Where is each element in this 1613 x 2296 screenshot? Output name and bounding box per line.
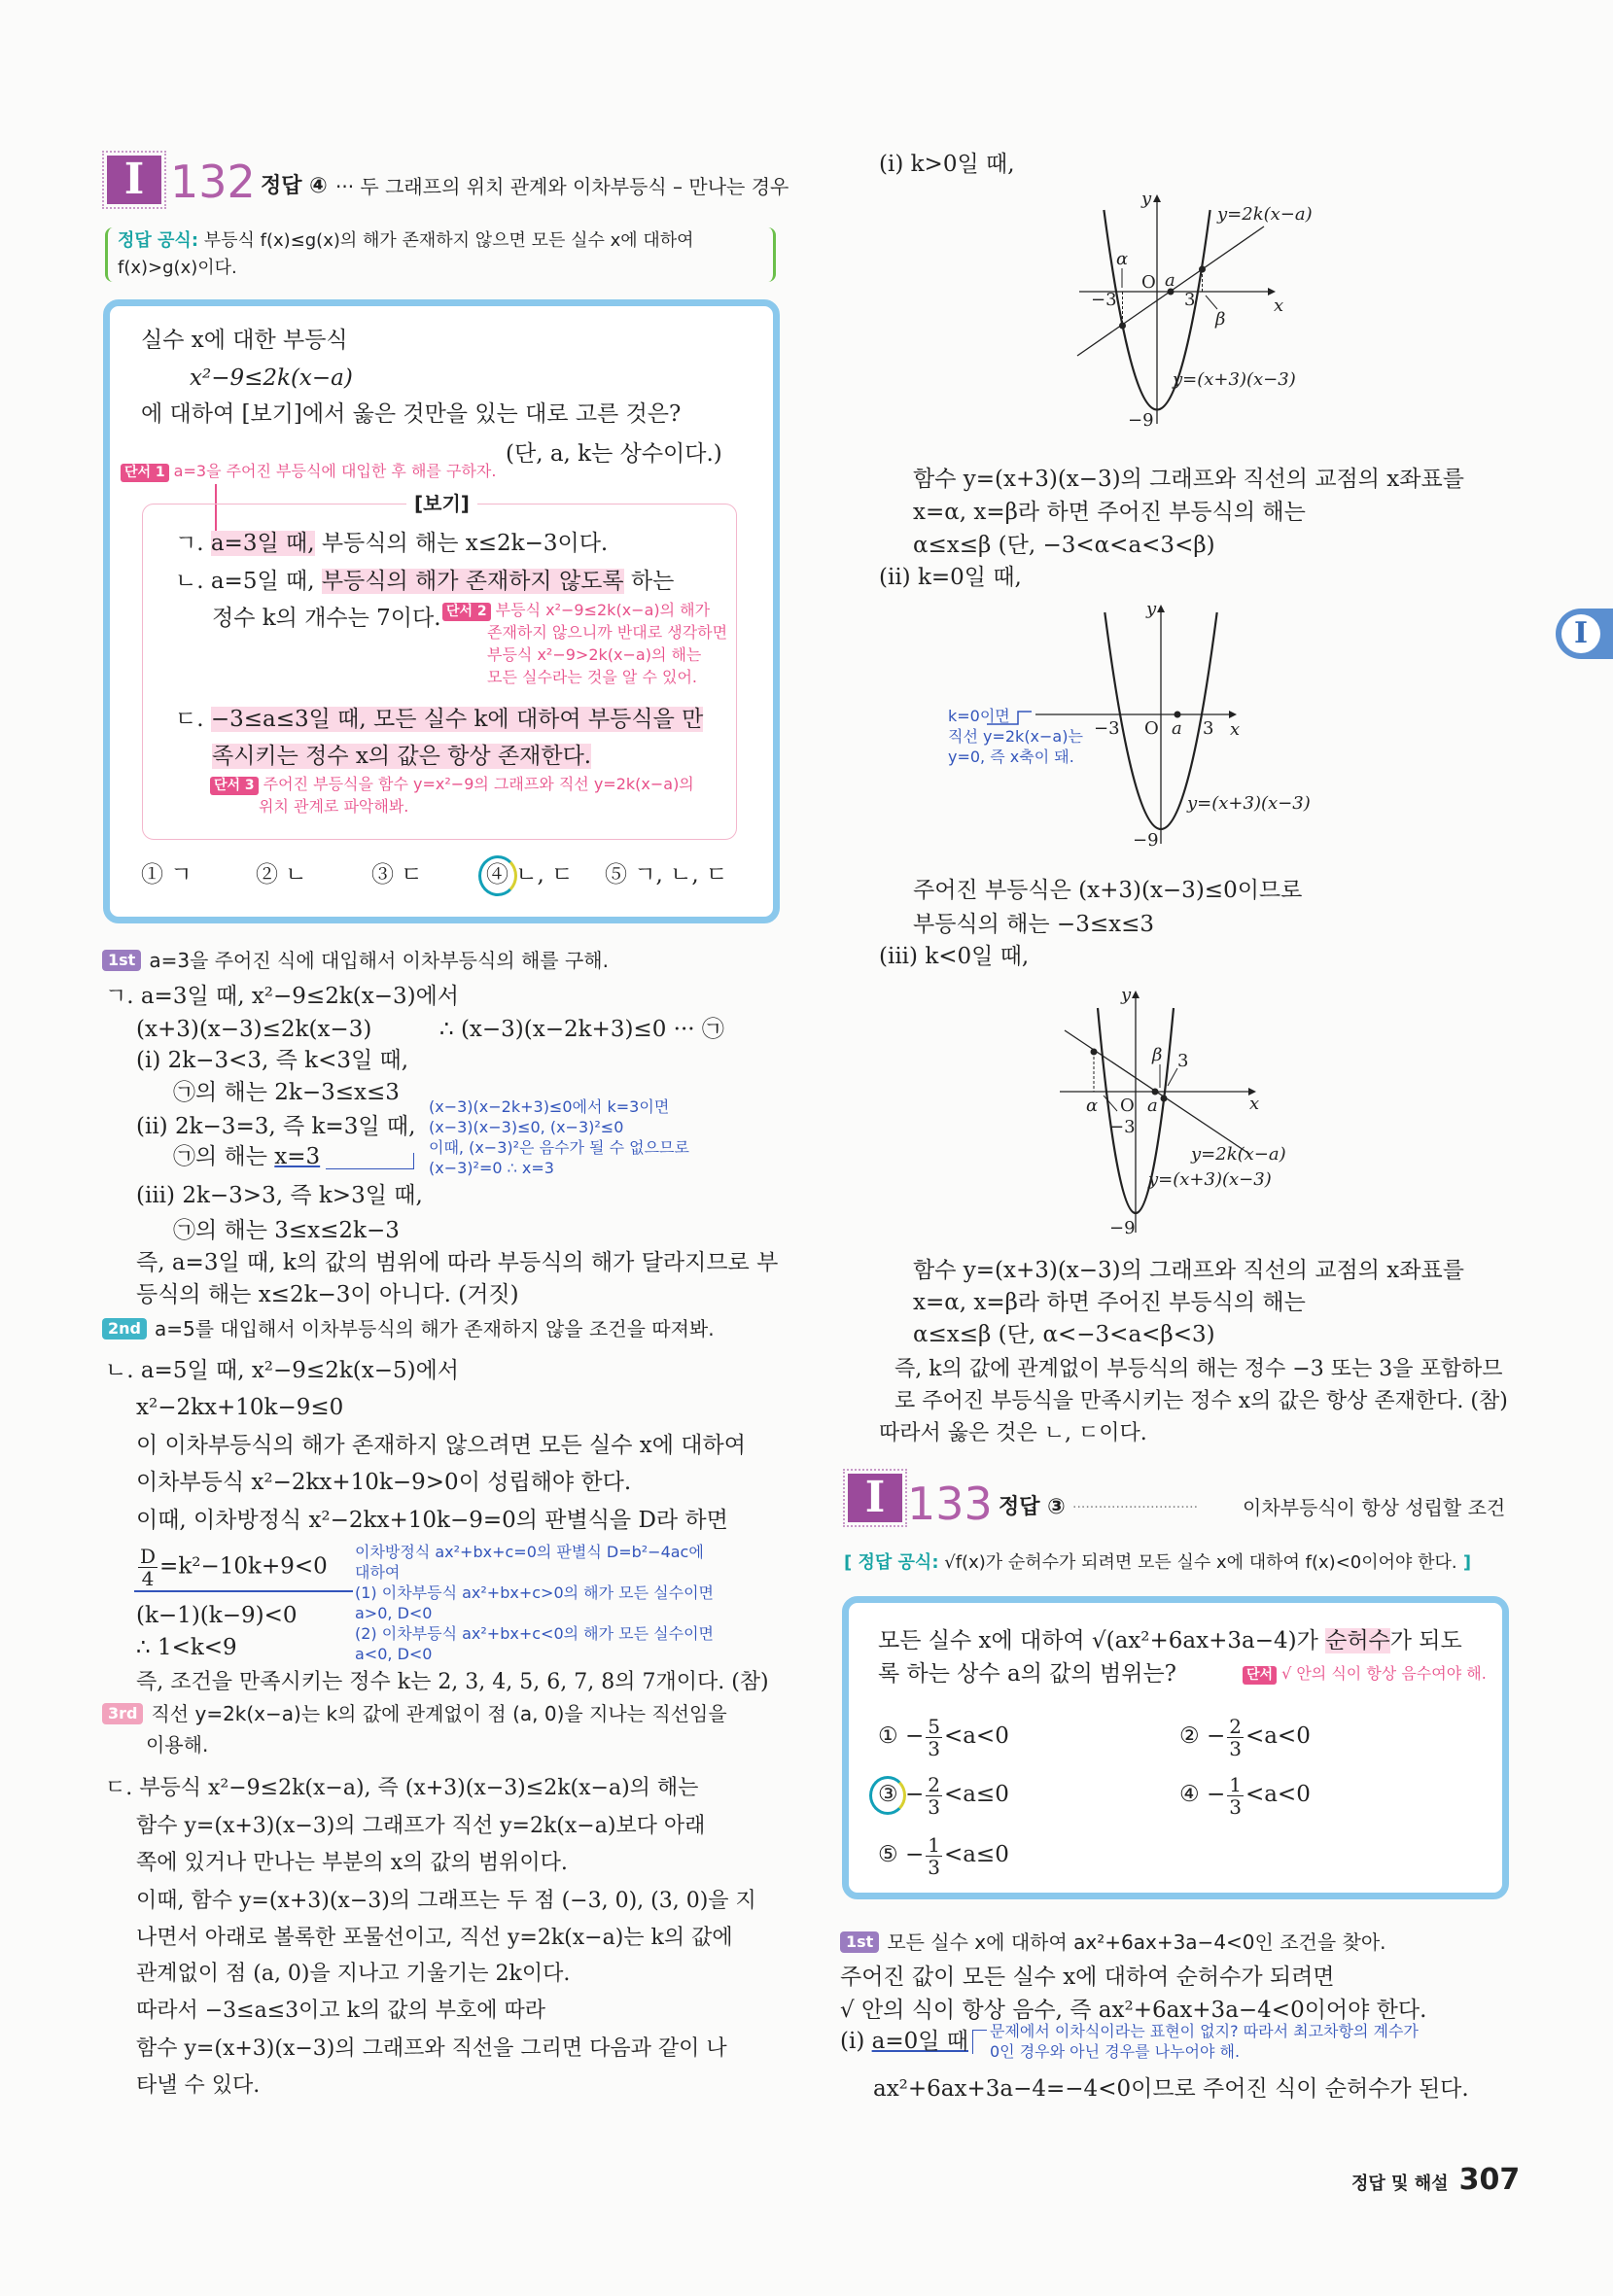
answer-formula: [ 정답 공식: √f(x)가 순허수가 되려면 모든 실수 x에 대하여 f(x)<0이어야 한다. ] xyxy=(844,1552,1472,1573)
solution-line: 함수 y=(x+3)(x−3)의 그래프와 직선의 교점의 x좌표를 xyxy=(913,467,1464,492)
solution-line xyxy=(173,1142,320,1171)
parabola-label: y=(x+3)(x−3) xyxy=(1148,1169,1272,1190)
step-badge: 2nd xyxy=(102,1318,147,1339)
note-line: (2) 이차부등식 ax²+bx+c<0의 해가 모든 실수이면 xyxy=(355,1624,714,1643)
origin-label: O xyxy=(1120,1096,1135,1116)
hint-text: 존재하지 않으니까 반대로 생각하면 xyxy=(487,623,728,642)
numerator: 1 xyxy=(1229,1772,1242,1796)
y-label: y xyxy=(1141,191,1152,209)
intersection-point xyxy=(1091,1049,1098,1056)
case-label: (ii) k=0일 때, xyxy=(879,565,1022,590)
tick-label: 3 xyxy=(1184,290,1196,310)
note-line: (x−3)²=0 ∴ x=3 xyxy=(429,1159,554,1177)
solution-line: (k−1)(k−9)<0 xyxy=(136,1603,298,1628)
numerator: 2 xyxy=(928,1772,940,1796)
bogi-item-n-2: 정수 k의 개수는 7이다. xyxy=(212,606,441,631)
step-badge: 3rd xyxy=(102,1703,143,1724)
y-axis-arrow xyxy=(1157,605,1165,612)
a-label: a xyxy=(1165,270,1175,291)
hint-text: 부등식 x²−9≤2k(x−a)의 해가 xyxy=(495,601,711,619)
step-badge: 1st xyxy=(840,1931,879,1953)
choice-1[interactable]: ① ㄱ xyxy=(141,862,193,887)
item-mark: ㄱ. xyxy=(175,531,204,556)
solution-line: ax²+6ax+3a−4=−4<0이므로 주어진 식이 순허수가 된다. xyxy=(873,2076,1469,2102)
point-a xyxy=(1152,1089,1159,1096)
sign: − xyxy=(1206,1723,1226,1749)
intersection-point xyxy=(1119,323,1126,330)
hint-text: √ 안의 식이 항상 음수여야 해. xyxy=(1281,1664,1487,1683)
answer-label: 정답 ③ xyxy=(999,1495,1066,1519)
line-label: y=2k(x−a) xyxy=(1217,204,1313,225)
origin-label: O xyxy=(1141,272,1156,293)
bogi-item-d xyxy=(175,705,703,734)
step-1 xyxy=(840,1928,1386,1957)
y-label: y xyxy=(1146,601,1157,619)
choice-num: ④ xyxy=(1179,1782,1200,1807)
chapter-tab[interactable] xyxy=(1556,609,1613,659)
hint-2 xyxy=(442,599,727,688)
denominator: 4 xyxy=(141,1567,155,1590)
choice-5[interactable] xyxy=(878,1831,1009,1878)
solution-line: 관계없이 점 (a, 0)을 지나고 기울기는 2k이다. xyxy=(136,1962,571,1986)
underlined-result: x=3 xyxy=(274,1144,321,1169)
page-footer xyxy=(1351,2163,1520,2197)
numerator: D xyxy=(140,1545,157,1568)
formula-text: √f(x)가 순허수가 되려면 모든 실수 x에 대하여 f(x)<0이어야 한다. xyxy=(938,1552,1457,1573)
question-inequality: x²−9≤2k(x−a) xyxy=(190,365,353,391)
tick-label: −3 xyxy=(1109,1117,1136,1137)
solution-line: 따라서 −3≤a≤3이고 k의 값의 부호에 따라 xyxy=(136,1999,545,2023)
solution-line: 로 주어진 부등식을 만족시키는 정수 x의 값은 항상 존재한다. (참) xyxy=(894,1389,1508,1413)
solution-line: ㄱ. a=3일 때, x²−9≤2k(x−3)에서 xyxy=(105,984,460,1009)
x-label: x xyxy=(1230,719,1241,740)
solution-line: α≤x≤β (단, α<−3<a<β<3) xyxy=(913,1322,1215,1347)
solution-line: 부등식의 해는 −3≤x≤3 xyxy=(913,912,1154,937)
bogi-item-d-2 xyxy=(212,742,591,771)
solution-line: 등식의 해는 x≤2k−3이 아니다. (거짓) xyxy=(136,1282,519,1307)
fraction xyxy=(926,1774,942,1818)
step-2 xyxy=(102,1314,715,1343)
tick-label: −9 xyxy=(1128,410,1154,431)
bogi-label: [보기] xyxy=(406,488,477,516)
question-condition: (단, a, k는 상수이다.) xyxy=(506,441,722,467)
hint xyxy=(1243,1662,1487,1685)
unit-badge: I xyxy=(107,156,161,204)
note-line: (x−3)(x−2k+3)≤0에서 k=3이면 xyxy=(429,1097,670,1116)
answer-formula xyxy=(105,227,776,282)
solution-line: (x+3)(x−3)≤2k(x−3) xyxy=(136,1017,372,1042)
solution-line: ㉠의 해는 3≤x≤2k−3 xyxy=(173,1218,400,1243)
y-axis-arrow xyxy=(1153,194,1161,202)
solution-line: x=α, x=β라 하면 주어진 부등식의 해는 xyxy=(913,500,1306,525)
solution-line xyxy=(136,1546,328,1589)
note-line: a>0, D<0 xyxy=(355,1604,433,1622)
solution-line: 이때, 함수 y=(x+3)(x−3)의 그래프는 두 점 (−3, 0), (3, 0)을 지 xyxy=(136,1889,756,1913)
denominator: 3 xyxy=(1229,1794,1242,1819)
x-axis-arrow xyxy=(1268,288,1276,296)
solution-line: ㄷ. 부등식 x²−9≤2k(x−a), 즉 (x+3)(x−3)≤2k(x−a)의 해는 xyxy=(105,1776,699,1800)
hint-tag: 단서 2 xyxy=(442,603,491,621)
underlined-case: a=0일 때 xyxy=(871,2029,968,2054)
item-text: a=5일 때, xyxy=(210,569,322,594)
sign: − xyxy=(904,1842,925,1867)
item-mark: ㄴ. xyxy=(175,569,204,594)
highlight: a=3일 때, xyxy=(210,531,315,556)
beta-label: β xyxy=(1152,1045,1163,1065)
solution-line: (ii) 2k−3=3, 즉 k=3일 때, xyxy=(136,1114,416,1139)
minus-three-arrow xyxy=(1104,1096,1117,1111)
intersection-point xyxy=(1199,266,1206,273)
alpha-label: α xyxy=(1116,249,1129,269)
step-text: a=5를 대입해서 이차부등식의 해가 존재하지 않을 조건을 따져봐. xyxy=(154,1317,715,1340)
choice-text: <a<0 xyxy=(943,1723,1009,1749)
solution-line: (i) 2k−3<3, 즉 k<3일 때, xyxy=(136,1048,409,1073)
solution-line: 따라서 옳은 것은 ㄴ, ㄷ이다. xyxy=(879,1421,1147,1445)
solution-line: 이때, 이차방정식 x²−2kx+10k−9=0의 판별식을 D라 하면 xyxy=(136,1508,728,1533)
solution-line: 주어진 부등식은 (x+3)(x−3)≤0이므로 xyxy=(913,878,1303,903)
fraction xyxy=(926,1716,942,1759)
chapter-tab-label: I xyxy=(1561,614,1600,653)
choice-text: <a≤0 xyxy=(943,1782,1009,1807)
origin-label: O xyxy=(1144,718,1159,739)
choice-num: ② xyxy=(1179,1723,1200,1749)
tick-label: 3 xyxy=(1177,1051,1189,1071)
denominator: 3 xyxy=(1229,1736,1242,1760)
choice-num: ③ xyxy=(878,1782,898,1807)
note-line: 이때, (x−3)²은 음수가 될 수 없으므로 xyxy=(429,1138,689,1157)
solution-text: (i) xyxy=(840,2029,872,2054)
blue-note xyxy=(948,706,1083,767)
bogi-item-n xyxy=(175,567,674,596)
choice-1[interactable] xyxy=(878,1713,1009,1759)
question-text: 가 되도 xyxy=(1389,1628,1462,1653)
step-text: 직선 y=2k(x−a)는 k의 값에 관계없이 점 (a, 0)을 지나는 직선임을 xyxy=(151,1702,727,1725)
formula-label: 정답 공식: xyxy=(118,230,199,251)
a-label: a xyxy=(1147,1096,1158,1116)
solution-line: ∴ (x−3)(x−2k+3)≤0 ··· ㉠ xyxy=(439,1017,724,1042)
answer-label: 정답 ④ xyxy=(261,174,328,198)
hint-text: a=3을 주어진 부등식에 대입한 후 해를 구하자. xyxy=(173,462,497,480)
x-label: x xyxy=(1274,296,1284,316)
problem-number: 133 xyxy=(907,1478,993,1530)
a-label: a xyxy=(1172,718,1182,739)
parabola-label: y=(x+3)(x−3) xyxy=(1187,793,1311,814)
line-label: y=2k(x−a) xyxy=(1191,1144,1286,1165)
hint-3 xyxy=(210,773,694,818)
numerator: 2 xyxy=(1229,1714,1242,1738)
solution-line: ㉠의 해는 2k−3≤x≤3 xyxy=(173,1080,400,1105)
choice-3[interactable] xyxy=(878,1771,1009,1818)
solution-line: √ 안의 식이 항상 음수, 즉 ax²+6ax+3a−4<0이어야 한다. xyxy=(840,1998,1427,2023)
choice-text: <a<0 xyxy=(1245,1782,1311,1807)
denominator: 3 xyxy=(928,1736,940,1760)
solution-line: 함수 y=(x+3)(x−3)의 그래프와 직선을 그리면 다음과 같이 나 xyxy=(136,2036,727,2061)
item-text: 부등식의 해는 x≤2k−3이다. xyxy=(314,531,609,556)
solution-line: 이 이차부등식의 해가 존재하지 않으려면 모든 실수 x에 대하여 xyxy=(136,1433,746,1458)
solution-text: ㉠의 해는 xyxy=(173,1144,275,1169)
fraction xyxy=(1227,1716,1244,1759)
choice-2[interactable]: ② ㄴ xyxy=(256,862,307,887)
bogi-item-g xyxy=(175,529,608,558)
sign: − xyxy=(904,1723,925,1749)
note-line: y=0, 즉 x축이 돼. xyxy=(948,748,1074,766)
tick-label: −3 xyxy=(1091,290,1117,310)
formula-text-2: f(x)>g(x)이다. xyxy=(118,258,237,278)
question-line xyxy=(878,1626,1462,1655)
tick-label: −3 xyxy=(1094,718,1120,739)
solution-line xyxy=(840,2027,968,2056)
choice-2[interactable] xyxy=(1179,1713,1311,1759)
beta-arrow xyxy=(1206,296,1217,309)
x-label: x xyxy=(1249,1094,1260,1114)
dot-leader: ····························· xyxy=(1072,1500,1199,1515)
solution-line: 나면서 아래로 볼록한 포물선이고, 직선 y=2k(x−a)는 k의 값에 xyxy=(136,1926,733,1950)
denominator: 3 xyxy=(928,1794,940,1819)
solution-line: ㄴ. a=5일 때, x²−9≤2k(x−5)에서 xyxy=(105,1358,460,1383)
note-line: k=0이면 xyxy=(948,707,1010,725)
page-number: 307 xyxy=(1458,2163,1521,2197)
step-text: 이용해. xyxy=(146,1733,209,1757)
blue-note xyxy=(355,1542,714,1664)
solution-line: 타낼 수 있다. xyxy=(136,2073,261,2098)
numerator: 1 xyxy=(928,1832,940,1857)
solution-line: α≤x≤β (단, −3<α<a<3<β) xyxy=(913,533,1215,558)
choice-4[interactable]: ④ ㄴ, ㄷ xyxy=(486,862,574,887)
fraction xyxy=(926,1834,942,1878)
solution-line: ∴ 1<k<9 xyxy=(136,1635,237,1660)
note-line: 0인 경우와 아닌 경우를 나누어야 해. xyxy=(990,2042,1241,2061)
note-line: 문제에서 이차식이라는 표현이 없지? 따라서 최고차항의 계수가 xyxy=(990,2022,1419,2040)
solution-line: 즉, k의 값에 관계없이 부등식의 해는 정수 −3 또는 3을 포함하므 xyxy=(894,1357,1503,1381)
hint-text: 위치 관계로 파악해봐. xyxy=(259,797,409,816)
numerator: 5 xyxy=(928,1714,940,1738)
choice-5[interactable]: ⑤ ㄱ, ㄴ, ㄷ xyxy=(605,862,728,887)
note-line: 이차방정식 ax²+bx+c=0의 판별식 D=b²−4ac에 xyxy=(355,1543,704,1561)
hint-tag: 단서 xyxy=(1243,1666,1277,1685)
denominator: 3 xyxy=(928,1855,940,1879)
question-line: 실수 x에 대한 부등식 xyxy=(141,328,348,353)
highlight: 부등식의 해가 존재하지 않도록 xyxy=(321,569,624,594)
step-3 xyxy=(102,1699,727,1728)
problem-number: 132 xyxy=(170,156,256,208)
beta-label: β xyxy=(1215,309,1226,330)
note-line: (x−3)(x−3)≤0, (x−3)²≤0 xyxy=(429,1118,624,1136)
step-text: 모든 실수 x에 대하여 ax²+6ax+3a−4<0인 조건을 찾아. xyxy=(887,1931,1386,1954)
problem-topic: ··· 두 그래프의 위치 관계와 이차부등식 – 만나는 경우 xyxy=(335,175,789,198)
blue-note xyxy=(990,2021,1419,2062)
case-label: (i) k>0일 때, xyxy=(879,152,1015,177)
fraction xyxy=(138,1546,158,1589)
solution-line: 주어진 값이 모든 실수 x에 대하여 순허수가 되려면 xyxy=(840,1965,1335,1990)
fraction xyxy=(1227,1774,1244,1818)
sign: − xyxy=(1206,1782,1226,1807)
highlight: 족시키는 정수 x의 값은 항상 존재한다. xyxy=(212,744,592,769)
y-axis-arrow xyxy=(1132,991,1140,998)
hint-tag: 단서 3 xyxy=(210,777,259,795)
choice-3[interactable]: ③ ㄷ xyxy=(371,862,423,887)
step-badge: 1st xyxy=(102,950,141,971)
question-line: 록 하는 상수 a의 값의 범위는? xyxy=(878,1661,1176,1687)
choice-num: ① xyxy=(878,1723,898,1749)
item-text: 하는 xyxy=(623,569,675,594)
hint-text: 모든 실수라는 것을 알 수 있어. xyxy=(487,668,697,686)
solution-line: x²−2kx+10k−9≤0 xyxy=(136,1395,344,1420)
three-arrow xyxy=(1168,1068,1177,1086)
item-mark: ㄷ. xyxy=(175,707,204,732)
solution-line: 즉, a=3일 때, k의 값의 범위에 따라 부등식의 해가 달라지므로 부 xyxy=(136,1250,779,1275)
solution-line: 쪽에 있거나 만나는 부분의 x의 값의 범위이다. xyxy=(136,1851,568,1875)
hint-1 xyxy=(121,460,496,482)
note-line: 직선 y=2k(x−a)는 xyxy=(948,727,1083,746)
blue-note xyxy=(429,1096,689,1178)
parabola-label: y=(x+3)(x−3) xyxy=(1173,369,1296,390)
note-line: a<0, D<0 xyxy=(355,1645,433,1663)
problem-topic: 이차부등식이 항상 성립할 조건 xyxy=(1243,1496,1506,1519)
highlight: −3≤a≤3일 때, 모든 실수 k에 대하여 부등식을 만 xyxy=(210,707,704,732)
solution-line: 함수 y=(x+3)(x−3)의 그래프가 직선 y=2k(x−a)보다 아래 xyxy=(136,1814,706,1838)
hint-text: 주어진 부등식을 함수 y=x²−9의 그래프와 직선 y=2k(x−a)의 xyxy=(263,775,694,793)
solution-text: =k²−10k+9<0 xyxy=(159,1553,328,1580)
tick-label: −9 xyxy=(1109,1218,1136,1237)
question-line: 에 대하여 [보기]에서 옳은 것만을 있는 대로 고른 것은? xyxy=(141,401,682,427)
choice-text: <a<0 xyxy=(1245,1723,1311,1749)
alpha-label: α xyxy=(1086,1096,1099,1116)
note-line: (1) 이차부등식 ax²+bx+c>0의 해가 모든 실수이면 xyxy=(355,1583,714,1602)
solution-line: (iii) 2k−3>3, 즉 k>3일 때, xyxy=(136,1183,423,1208)
note-line: 대하여 xyxy=(355,1563,401,1582)
choice-text: <a≤0 xyxy=(943,1842,1009,1867)
intersection-point xyxy=(1161,1096,1168,1102)
y-label: y xyxy=(1121,985,1132,1005)
tick-label: 3 xyxy=(1203,718,1214,739)
highlight: 순허수 xyxy=(1325,1628,1390,1653)
sign: − xyxy=(904,1782,925,1807)
case-label: (iii) k<0일 때, xyxy=(879,944,1030,969)
solution-line: 함수 y=(x+3)(x−3)의 그래프와 직선의 교점의 x좌표를 xyxy=(913,1258,1464,1283)
underline xyxy=(134,1590,353,1592)
graph-k-negative xyxy=(1055,985,1347,1237)
solution-line: 이차부등식 x²−2kx+10k−9>0이 성립해야 한다. xyxy=(136,1470,632,1495)
formula-label: 정답 공식: xyxy=(858,1552,939,1573)
choice-4[interactable] xyxy=(1179,1771,1311,1818)
note-connector xyxy=(326,1153,414,1169)
question-text: 모든 실수 x에 대하여 √(ax²+6ax+3a−4)가 xyxy=(878,1628,1326,1653)
choice-num: ⑤ xyxy=(878,1842,898,1867)
tick-label: −9 xyxy=(1133,830,1159,850)
hint-tag: 단서 1 xyxy=(121,464,169,482)
note-connector xyxy=(972,2030,987,2054)
unit-badge: I xyxy=(848,1474,902,1522)
point-a xyxy=(1175,712,1181,718)
step-1 xyxy=(102,946,609,975)
formula-text: 부등식 f(x)≤g(x)의 해가 존재하지 않으면 모든 실수 x에 대하여 xyxy=(198,230,694,251)
footer-label: 정답 및 해설 xyxy=(1351,2174,1449,2194)
step-text: a=3을 주어진 식에 대입해서 이차부등식의 해를 구해. xyxy=(149,949,609,972)
solution-line: 즉, 조건을 만족시키는 정수 k는 2, 3, 4, 5, 6, 7, 8의 7개이다. (참) xyxy=(136,1670,769,1694)
hint-text: 부등식 x²−9>2k(x−a)의 해는 xyxy=(487,645,702,664)
solution-line: x=α, x=β라 하면 주어진 부등식의 해는 xyxy=(913,1290,1306,1315)
graph-k-positive xyxy=(1069,191,1361,443)
x-axis-arrow xyxy=(1229,711,1237,718)
